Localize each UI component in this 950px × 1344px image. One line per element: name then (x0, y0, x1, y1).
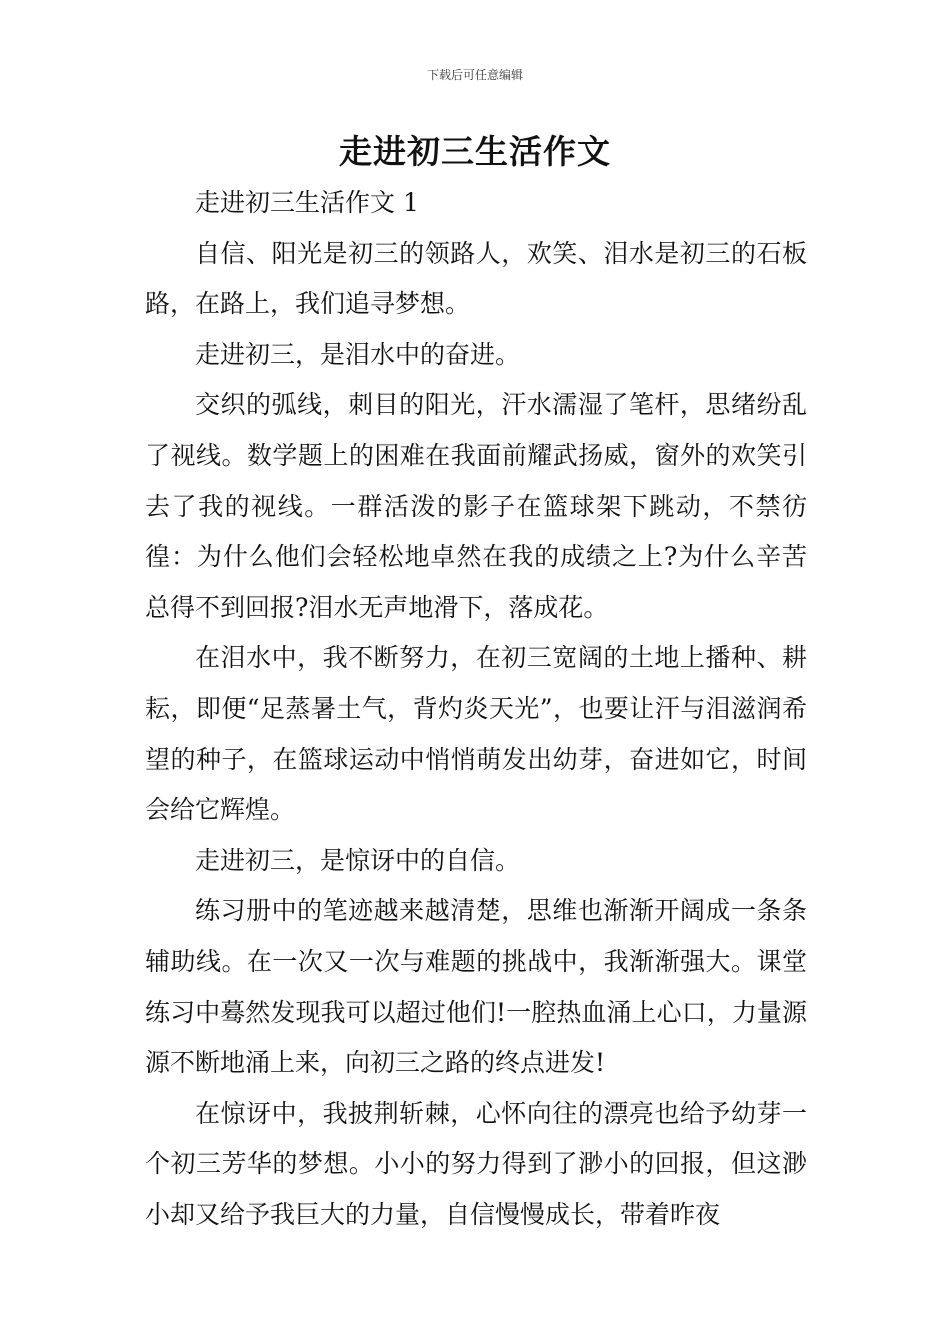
paragraph: 在惊讶中，我披荆斩棘，心怀向往的漂亮也给予幼芽一个初三芳华的梦想。小小的努力得到了渺小的回报，但这渺小却又给予我巨大的力量，自信慢慢成长，带着昨夜 (145, 1098, 807, 1229)
document-title: 走进初三生活作文 (339, 132, 611, 171)
header-note: 下载后可任意编辑 (426, 68, 523, 82)
paragraph-subtitle: 走进初三生活作文 1 (195, 188, 419, 217)
paragraph: 走进初三，是泪水中的奋进。 (195, 339, 521, 369)
paragraph: 走进初三，是惊讶中的自信。 (195, 845, 521, 875)
paragraph: 练习册中的笔迹越来越清楚，思维也渐渐开阔成一条条辅助线。在一次又一次与难题的挑战中，我渐渐强大。课堂练习中蓦然发现我可以超过他们!一腔热血涌上心口，力量源源不断地涌上来，向初三之路的终点进发! (145, 896, 807, 1078)
paragraph: 自信、阳光是初三的领路人，欢笑、泪水是初三的石板路，在路上，我们追寻梦想。 (145, 238, 807, 319)
paragraph: 在泪水中，我不断努力，在初三宽阔的土地上播种、耕耘，即便“足蒸暑土气，背灼炎天光”，也要让汗与泪滋润希望的种子，在篮球运动中悄悄萌发出幼芽，奋进如它，时间会给它辉煌。 (145, 643, 807, 825)
paragraph: 交织的弧线，刺目的阳光，汗水濡湿了笔杆，思绪纷乱了视线。数学题上的困难在我面前耀武扬威，窗外的欢笑引去了我的视线。一群活泼的影子在篮球架下跳动，不禁彷徨：为什么他们会轻松地卓然在我的成绩之上?为什么辛苦总得不到回报?泪水无声地滑下，落成花。 (145, 390, 807, 622)
document-body (145, 178, 807, 1240)
